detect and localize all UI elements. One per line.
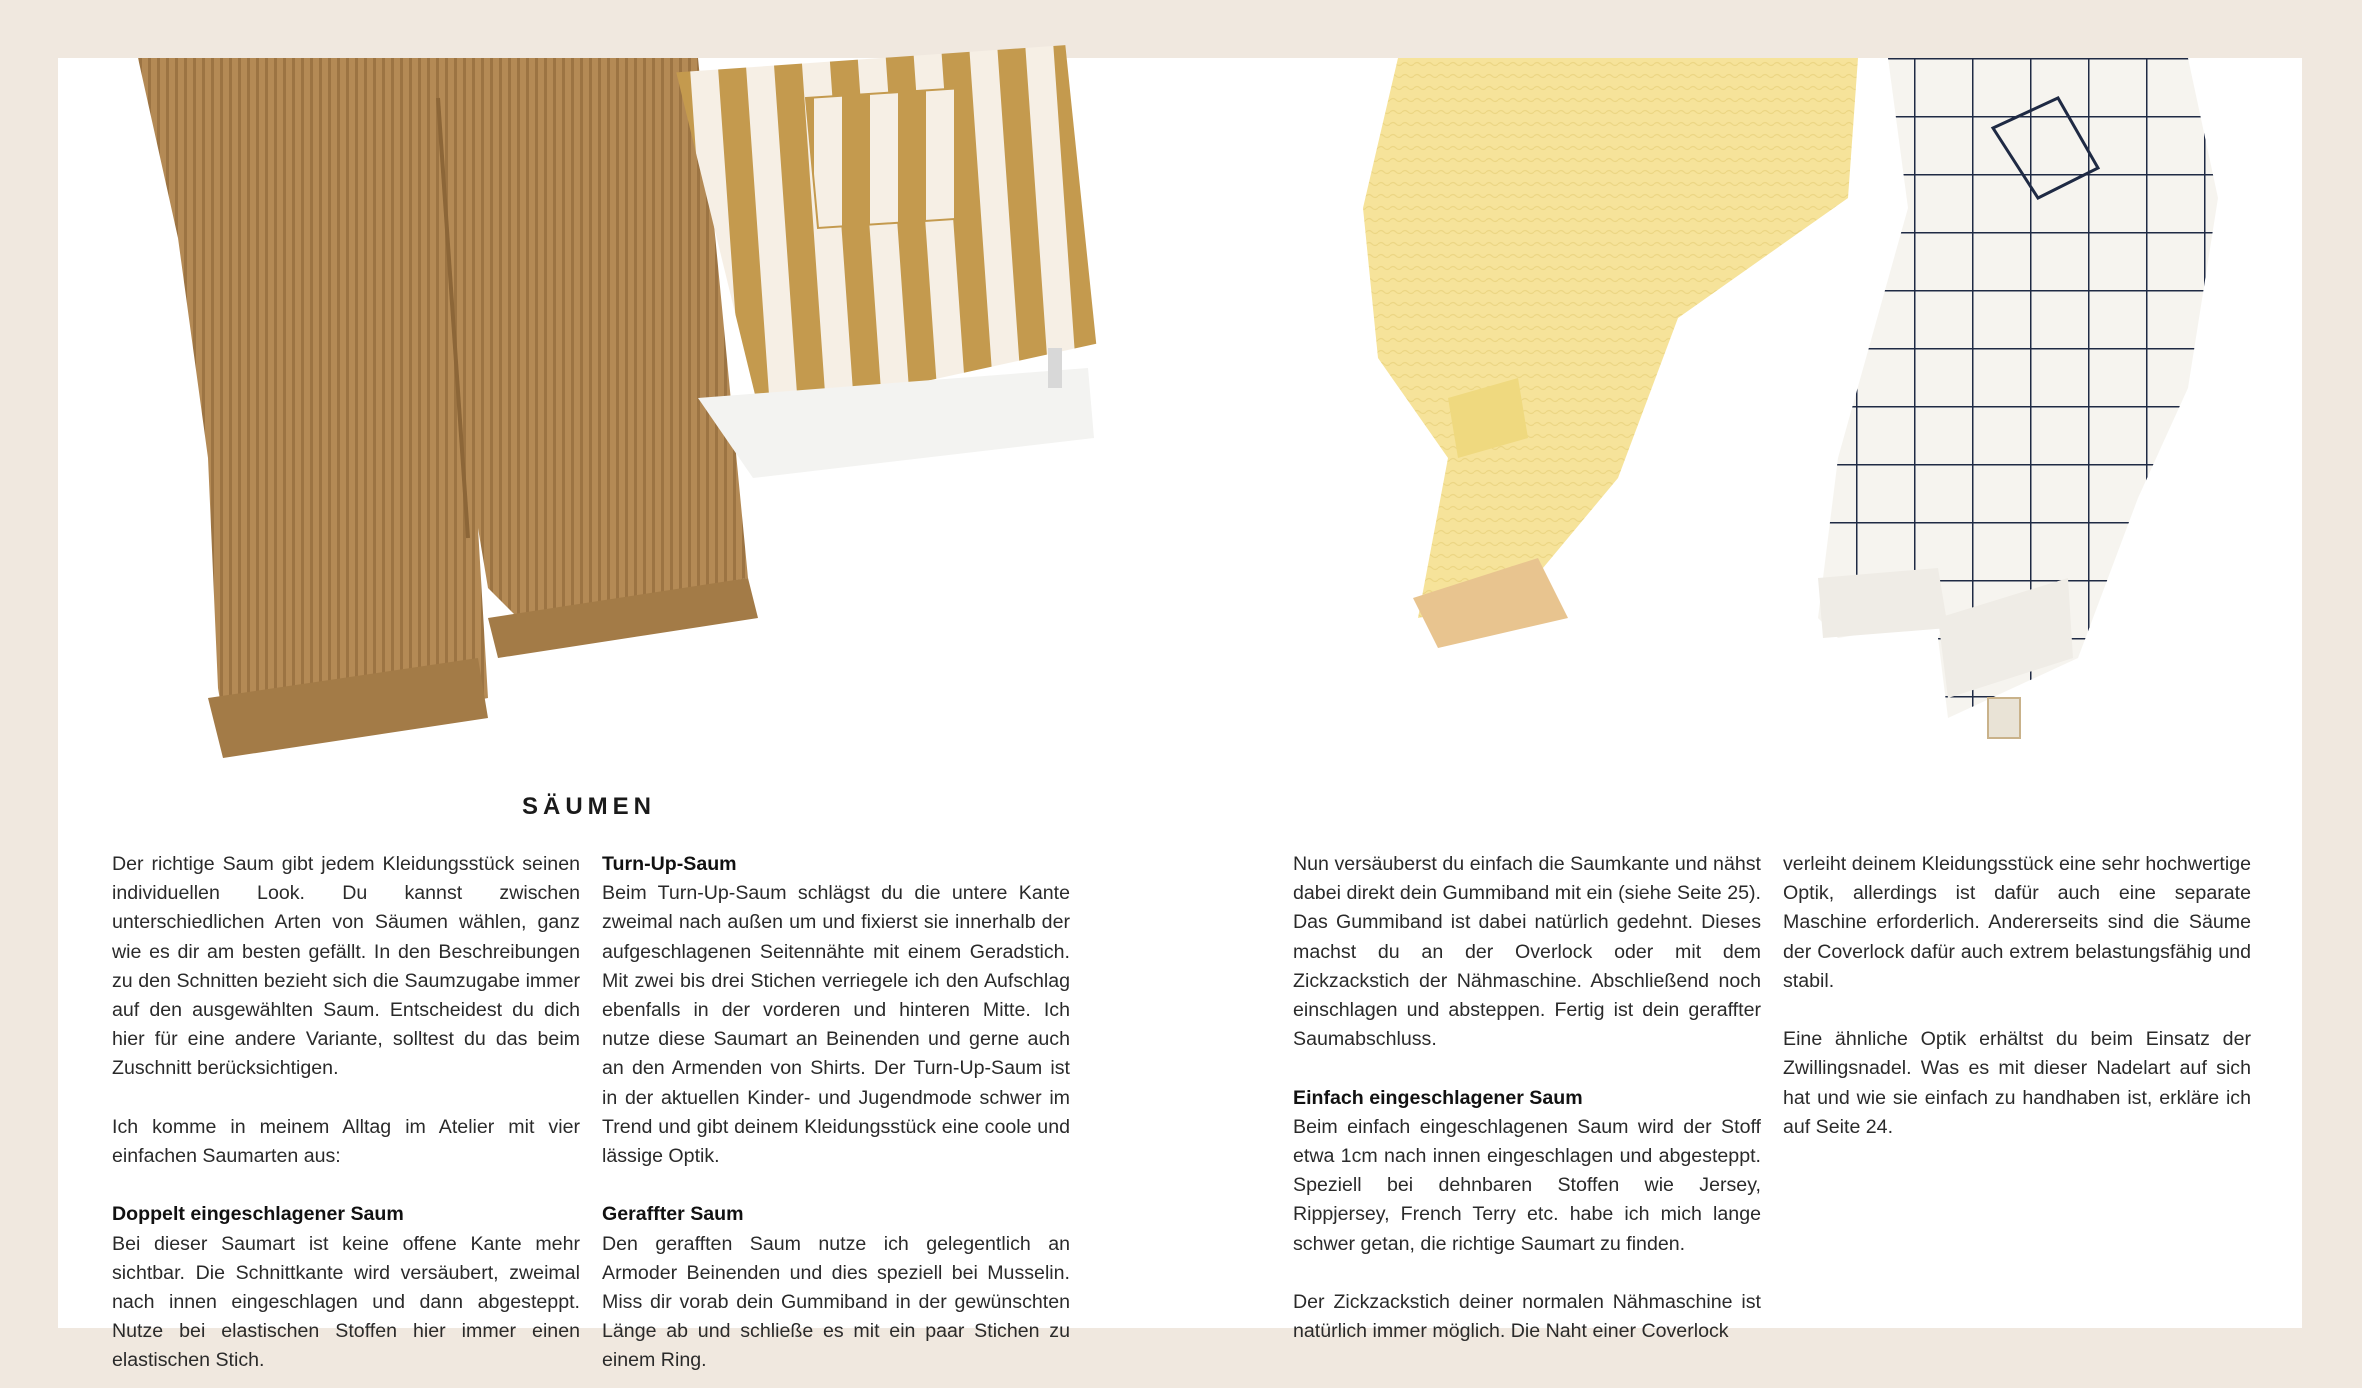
paragraph: Eine ähnliche Optik erhältst du beim Einsatz der Zwillingsnadel. Was es mit dieser Nadelart auf sich hat und wie sie einfach zu handhaben ist, erkläre ich auf Seite 24. <box>1783 1028 2251 1138</box>
paragraph: Den gerafften Saum nutze ich gelegentlich an Armoder Beinenden und dies speziell bei Musselin. Miss dir vorab dein Gummiband in der gewünschten Länge ab und schließe es mit ein paar Stichen zu einem Ring. <box>602 1232 1070 1372</box>
text-column-3 <box>1293 850 1761 1346</box>
paragraph: Nun versäuberst du einfach die Saumkante und nähst dabei direkt dein Gummiband mit ein (siehe Seite 25). Das Gummiband ist dabei natürlich gedehnt. Dieses machst du an der Overlock oder mit dem Zickzackstich der Nähmaschine. Abschließend noch einschlagen und absteppen. Fertig ist dein geraffter Saumabschluss. <box>1293 853 1761 1051</box>
grid-pants-image <box>1818 58 2218 738</box>
paragraph: Beim Turn-Up-Saum schlägst du die untere Kante zweimal nach außen um und fixierst sie innerhalb der aufgeschlagenen Seitennähte mit einem Geradstich. Mit zwei bis drei Stichen verriegele ich den Aufschlag ebenfalls in der vorderen und hinteren Mitte. Ich nutze diese Saumart an Beinenden und gerne auch an den Armenden von Shirts. Der Turn-Up-Saum ist in der aktuellen Kinder- und Jugendmode schwer im Trend und gibt deinem Kleidungsstück eine coole und lässige Optik. <box>602 882 1070 1168</box>
paragraph: verleiht deinem Kleidungsstück eine sehr hochwertige Optik, allerdings ist dafür auch eine separate Maschine erforderlich. Andererseits sind die Säume der Coverlock dafür auch extrem belastungsfähig und stabil. <box>1783 853 2251 992</box>
paragraph: Beim einfach eingeschlagenen Saum wird der Stoff etwa 1cm nach innen eingeschlagen und abgesteppt. Speziell bei dehnbaren Stoffen wie Jersey, Rippjersey, French Terry etc. habe ich mich lange schwer getan, die richtige Saumart zu finden. <box>1293 1115 1761 1255</box>
subheading: Einfach eingeschlagener Saum <box>1293 1086 1583 1109</box>
striped-shorts-image <box>676 44 1099 478</box>
subheading: Geraffter Saum <box>602 1203 744 1226</box>
text-column-1 <box>112 850 580 1376</box>
paragraph: Der richtige Saum gibt jedem Kleidungsstück seinen individuellen Look. Du kannst zwischen unterschiedlichen Arten von Säumen wählen, ganz wie es dir am besten gefällt. In den Beschreibungen zu den Schnitten bezieht sich die Saumzugabe immer auf den ausgewählten Saum. Entscheidest du dich hier für eine andere Variante, solltest du das beim Zuschnitt berücksichtigen. <box>112 853 580 1080</box>
section-heading: SÄUMEN <box>522 793 657 820</box>
paragraph: Der Zickzackstich deiner normalen Nähmaschine ist natürlich immer möglich. Die Naht einer Coverlock <box>1293 1291 1761 1343</box>
text-column-2 <box>602 850 1070 1376</box>
garments-photo <box>58 58 2302 758</box>
corduroy-pants-image <box>138 58 758 758</box>
paragraph: Bei dieser Saumart ist keine offene Kante mehr sichtbar. Die Schnittkante wird versäubert, zweimal nach innen eingeschlagen und dann abgesteppt. Nutze bei elastischen Stoffen hier immer einen elastischen Stich. <box>112 1232 580 1372</box>
yellow-muslin-pants-image <box>1363 58 1858 648</box>
paragraph: Ich komme in meinem Alltag im Atelier mit vier einfachen Saumarten aus: <box>112 1115 580 1168</box>
subheading: Doppelt eingeschlagener Saum <box>112 1203 404 1226</box>
subheading: Turn-Up-Saum <box>602 853 737 875</box>
text-column-4 <box>1783 850 2251 1142</box>
book-spread <box>58 58 2302 1372</box>
